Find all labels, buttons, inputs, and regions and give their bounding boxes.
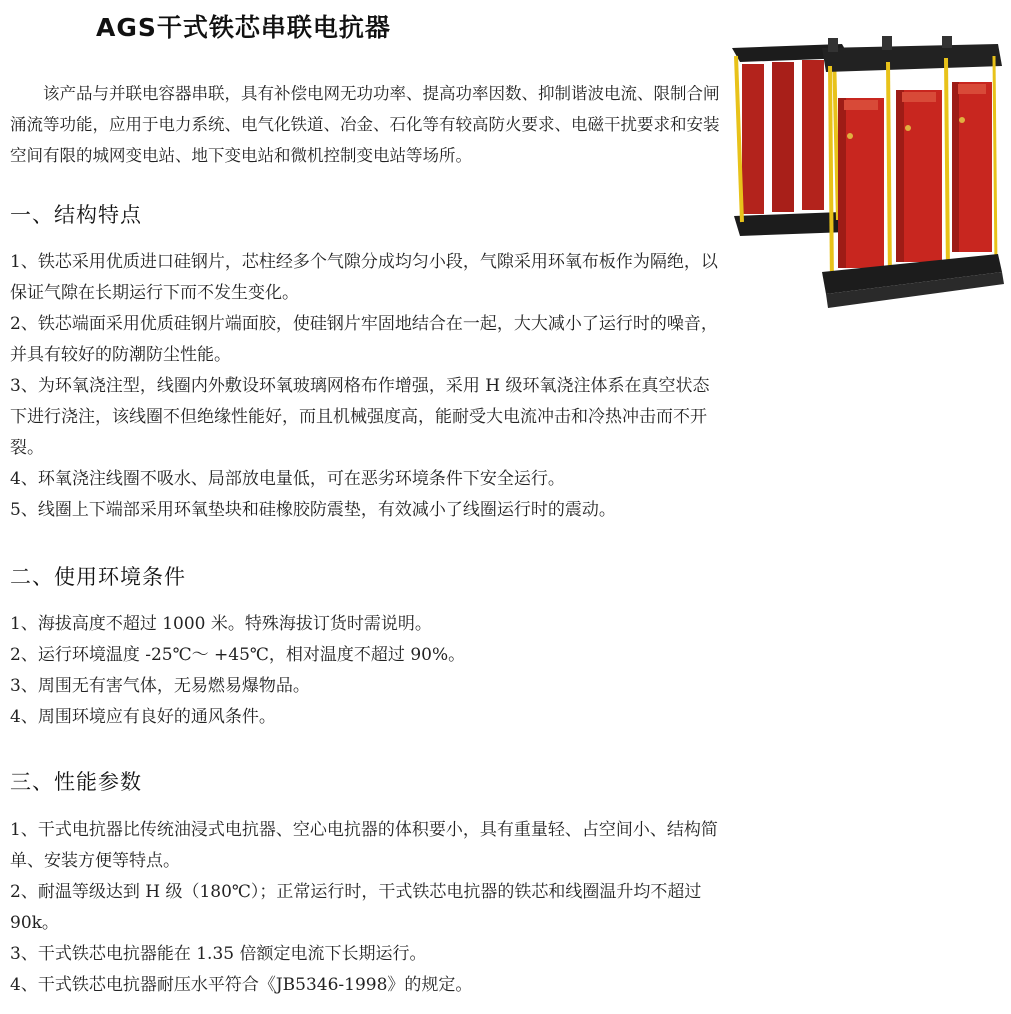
list-item: 4、环氧浇注线圈不吸水、局部放电量低，可在恶劣环境条件下安全运行。: [10, 469, 565, 489]
environment-list: [10, 609, 722, 733]
list-item: 2、运行环境温度 -25℃～ +45℃，相对温度不超过 90%。: [10, 645, 466, 665]
list-item: 1、干式电抗器比传统油浸式电抗器、空心电抗器的体积要小，具有重量轻、占空间小、结构简单、安装方便等特点。: [10, 820, 718, 871]
list-item: 5、线圈上下端部采用环氧垫块和硅橡胶防震垫，有效减小了线圈运行时的震动。: [10, 500, 616, 520]
intro-paragraph: 该产品与并联电容器串联，具有补偿电网无功功率、提高功率因数、抑制谐波电流、限制合闸涌流等功能，应用于电力系统、电气化铁道、冶金、石化等有较高防火要求、电磁干扰要求和安装空间有限的城网变电站、地下变电站和微机控制变电站等场所。: [10, 84, 720, 165]
section-heading-performance: 三、性能参数: [10, 770, 142, 794]
list-item: 3、为环氧浇注型，线圈内外敷设环氧玻璃网格布作增强，采用 H 级环氧浇注体系在真空状态下进行浇注，该线圈不但绝缘性能好，而且机械强度高，能耐受大电流冲击和冷热冲击而不开裂。: [10, 376, 710, 458]
list-item: 3、干式铁芯电抗器能在 1.35 倍额定电流下长期运行。: [10, 944, 427, 964]
front-unit: [822, 36, 1004, 308]
performance-list: [10, 815, 722, 1001]
page-title: AGS干式铁芯串联电抗器: [96, 13, 391, 42]
list-item: 3、周围无有害气体，无易燃易爆物品。: [10, 676, 310, 696]
list-item: 4、周围环境应有良好的通风条件。: [10, 707, 276, 727]
section-heading-environment: 二、使用环境条件: [10, 565, 186, 589]
list-item: 1、海拔高度不超过 1000 米。特殊海拔订货时需说明。: [10, 614, 432, 634]
list-item: 2、铁芯端面采用优质硅钢片端面胶，使硅钢片牢固地结合在一起，大大减小了运行时的噪音，并具有较好的防潮防尘性能。: [10, 314, 718, 365]
reactor-icon: [722, 36, 1004, 312]
section-heading-structure: 一、结构特点: [10, 203, 142, 227]
list-item: 4、干式铁芯电抗器耐压水平符合《JB5346-1998》的规定。: [10, 975, 473, 995]
list-item: 1、铁芯采用优质进口硅钢片，芯柱经多个气隙分成均匀小段，气隙采用环氧布板作为隔绝，以保证气隙在长期运行下而不发生变化。: [10, 252, 718, 303]
structure-list: [10, 247, 722, 526]
list-item: 2、耐温等级达到 H 级（180℃）；正常运行时，干式铁芯电抗器的铁芯和线圈温升均不超过 90k。: [10, 882, 702, 933]
